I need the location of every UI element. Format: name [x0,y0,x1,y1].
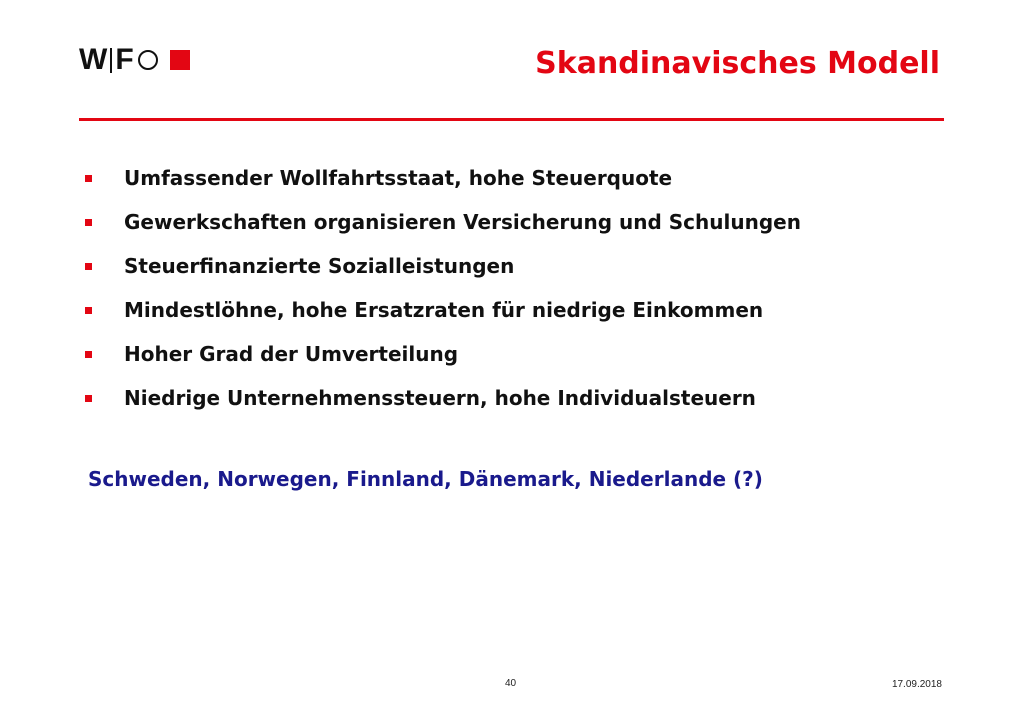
list-item [85,200,801,244]
bullet-text: Hoher Grad der Umverteilung [124,342,459,366]
bullet-square-icon [85,395,92,402]
slide-title: Skandinavisches Modell [535,46,940,81]
bullet-square-icon [85,263,92,270]
bullet-text: Umfassender Wollfahrtsstaat, hohe Steuerquote [124,166,673,190]
list-item [85,156,801,200]
list-item [85,244,801,288]
list-item [85,332,801,376]
bullet-square-icon [85,351,92,358]
logo-letter-w: W [79,43,108,76]
bullet-text: Gewerkschaften organisieren Versicherung und Schulungen [124,210,801,234]
logo-circle-icon [138,50,158,70]
bullet-text: Mindestlöhne, hohe Ersatzraten für niedrige Einkommen [124,298,764,322]
countries-line: Schweden, Norwegen, Finnland, Dänemark, Niederlande (?) [88,467,763,491]
bullet-square-icon [85,219,92,226]
bullet-text: Niedrige Unternehmenssteuern, hohe Individualsteuern [124,386,756,410]
bullet-list [85,156,801,420]
logo-bar [110,48,112,73]
wifo-logo [79,40,190,80]
logo-letter-f: F [115,43,134,76]
bullet-square-icon [85,307,92,314]
list-item [85,288,801,332]
bullet-text: Steuerfinanzierte Sozialleistungen [124,254,515,278]
footer-date: 17.09.2018 [891,679,942,690]
bullet-square-icon [85,175,92,182]
title-divider [79,118,944,121]
list-item [85,376,801,420]
page-number: 40 [505,678,517,689]
logo-square-icon [170,50,190,70]
